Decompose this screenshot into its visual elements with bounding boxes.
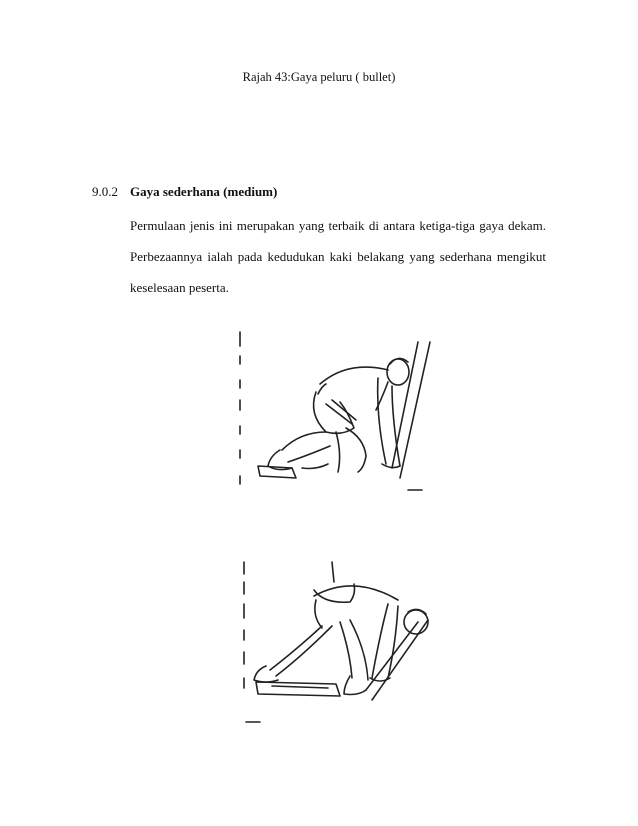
section-number: 9.0.2: [92, 184, 118, 199]
runner-crouch-illustration: [232, 328, 440, 496]
runner-set-illustration: [232, 560, 440, 738]
paragraph-line-3: keselesaan peserta.: [130, 280, 229, 295]
paragraph-line-2: Perbezaannya ialah pada kedudukan kaki belakang yang sederhana mengikut: [130, 249, 546, 264]
runner-crouched-start-position-icon: [232, 328, 440, 496]
figure-caption: Rajah 43:Gaya peluru ( bullet): [242, 70, 396, 84]
paragraph-line-1: Permulaan jenis ini merupakan yang terbaik di antara ketiga-tiga gaya dekam.: [130, 218, 546, 233]
section-title: Gaya sederhana (medium): [130, 184, 278, 199]
section-heading: [92, 184, 277, 200]
runner-set-position-icon: [232, 560, 440, 738]
